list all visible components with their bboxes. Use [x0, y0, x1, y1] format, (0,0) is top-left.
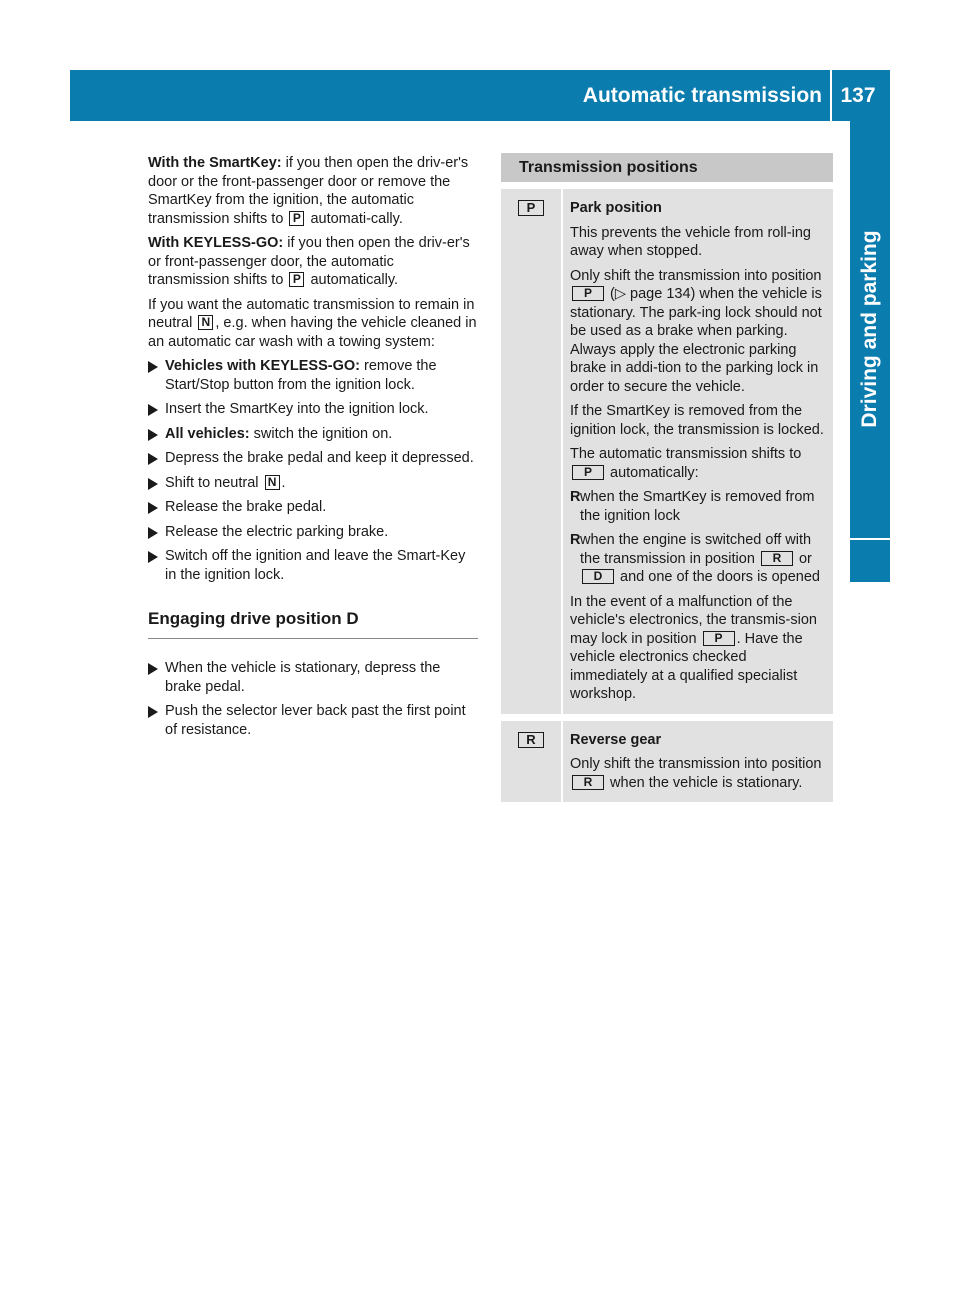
side-tab [850, 121, 890, 538]
step-text: Push the selector lever back past the first point of resistance. [165, 703, 466, 738]
page-reference-link[interactable]: (▷ page 134) [606, 286, 696, 302]
neutral-paragraph [148, 296, 478, 352]
neutral-text: If you want the automatic transmission to remain in neutral [148, 296, 475, 331]
reverse-symbol-icon: R [518, 732, 544, 748]
description-cell [563, 189, 833, 714]
smartkey-paragraph [148, 154, 478, 228]
neutral-symbol-icon: N [265, 475, 280, 490]
step-arrow-icon [148, 502, 158, 514]
transmission-positions-table [501, 153, 833, 802]
side-tab-marker [850, 540, 890, 582]
row-title: Reverse gear [570, 731, 662, 748]
step-item [148, 400, 478, 419]
step-arrow-icon [148, 404, 158, 416]
table-row-park [501, 189, 833, 714]
keyless-text: if you then open the driv-er's or front-passenger door, the automatic transmission shifts to [148, 235, 470, 288]
park-p4 [570, 445, 827, 482]
row-title: Park position [570, 200, 662, 216]
bullet-text: when the engine is switched off with the transmission in position [580, 532, 812, 567]
park-p5-text-end: . Have the vehicle electronics checked immediately at a qualified specialist workshop. [570, 630, 803, 702]
step-text: Release the electric parking brake. [165, 523, 389, 540]
neutral-text-end: , e.g. when having the vehicle cleaned in an automatic car wash with a towing system: [148, 315, 477, 350]
section-divider [148, 638, 478, 639]
reverse-p1 [570, 755, 827, 792]
side-tab-label: Driving and parking [858, 230, 881, 428]
step-arrow-icon [148, 453, 158, 465]
step-item [148, 498, 478, 517]
step-item [148, 425, 478, 444]
step-item [148, 357, 478, 394]
park-symbol-icon: P [518, 200, 544, 216]
step-item [148, 523, 478, 542]
step-arrow-icon [148, 429, 158, 441]
park-p2 [570, 267, 827, 397]
reverse-symbol-icon: R [572, 775, 604, 790]
park-p2-text: Only shift the transmission into position [570, 267, 822, 284]
park-symbol-icon: P [703, 631, 735, 646]
symbol-cell [501, 721, 563, 803]
page-number: 137 [840, 84, 876, 107]
reverse-p1-text-end: when the vehicle is stationary. [606, 774, 803, 791]
table-row-reverse [501, 721, 833, 803]
bullet-text-or: or [794, 550, 812, 567]
bullet-text-end: and one of the doors is opened [616, 569, 820, 585]
smartkey-text-end: automati-cally. [306, 210, 403, 227]
step-item [148, 474, 478, 493]
description-cell [563, 721, 833, 803]
step-arrow-icon [148, 478, 158, 490]
step-item [148, 547, 478, 584]
bullet-marker-icon: R [570, 532, 581, 548]
step-item [148, 449, 478, 468]
step-arrow-icon [148, 706, 158, 718]
header-bar [70, 70, 890, 121]
keyless-label: With KEYLESS-GO: [148, 235, 284, 251]
step-text: When the vehicle is stationary, depress the brake pedal. [165, 660, 441, 695]
park-p1: This prevents the vehicle from roll-ing away when stopped. [570, 224, 811, 259]
step-text: remove the Start/Stop button from the ignition lock. [165, 358, 437, 393]
step-label: All vehicles: [165, 425, 250, 442]
keyless-text-end: automatically. [306, 272, 399, 288]
neutral-symbol-icon: N [198, 315, 213, 330]
section-title: Engaging drive position D [148, 609, 359, 628]
step-label: Vehicles with KEYLESS-GO: [165, 358, 360, 374]
list-item [570, 488, 827, 525]
header-divider [830, 70, 832, 121]
step-text: Release the brake pedal. [165, 499, 327, 515]
chapter-title: Automatic transmission [582, 84, 822, 107]
bullet-text: when the SmartKey is removed from the ignition lock [580, 489, 815, 524]
symbol-cell [501, 189, 563, 714]
step-text: Depress the brake pedal and keep it depressed. [165, 450, 474, 466]
park-p4-text-end: automatically: [606, 464, 699, 481]
reverse-p1-text: Only shift the transmission into position [570, 756, 822, 772]
keyless-paragraph [148, 234, 478, 290]
smartkey-label: With the SmartKey: [148, 155, 282, 171]
park-p2-text-end: when the vehicle is stationary. The park-ing lock should not be used as a brake when parking. Always apply the electronic parking brake in addi-tion to the parking lock in order to secure the vehicle. [570, 286, 822, 395]
park-p5-text: In the event of a malfunction of the vehicle's electronics, the transmis-sion may lock in position [570, 593, 817, 647]
step-arrow-icon [148, 551, 158, 563]
park-p3: If the SmartKey is removed from the ignition lock, the transmission is locked. [570, 403, 824, 438]
reverse-symbol-icon: R [761, 551, 793, 566]
step-text: Switch off the ignition and leave the Smart-Key in the ignition lock. [165, 548, 466, 583]
step-item [148, 702, 478, 739]
step-arrow-icon [148, 527, 158, 539]
list-item [570, 531, 827, 587]
smartkey-text: if you then open the driv-er's door or the front-passenger door or remove the SmartKey from the ignition, the automatic transmission shifts to [148, 155, 469, 227]
bullet-marker-icon: R [570, 489, 581, 505]
park-symbol-icon: P [572, 465, 604, 480]
step-text-end: . [281, 474, 286, 491]
drive-symbol-icon: D [582, 569, 614, 584]
step-item [148, 659, 478, 696]
park-symbol-icon: P [572, 286, 604, 301]
park-p4-text: The automatic transmission shifts to [570, 446, 802, 462]
step-text: switch the ignition on. [249, 425, 393, 442]
step-text: Insert the SmartKey into the ignition lock. [165, 401, 429, 417]
table-title: Transmission positions [501, 153, 833, 182]
park-symbol-icon: P [289, 211, 304, 226]
park-symbol-icon: P [289, 272, 304, 287]
park-p5 [570, 593, 827, 704]
step-arrow-icon [148, 361, 158, 373]
step-text: Shift to neutral [165, 474, 263, 491]
left-column [148, 154, 478, 745]
step-arrow-icon [148, 663, 158, 675]
